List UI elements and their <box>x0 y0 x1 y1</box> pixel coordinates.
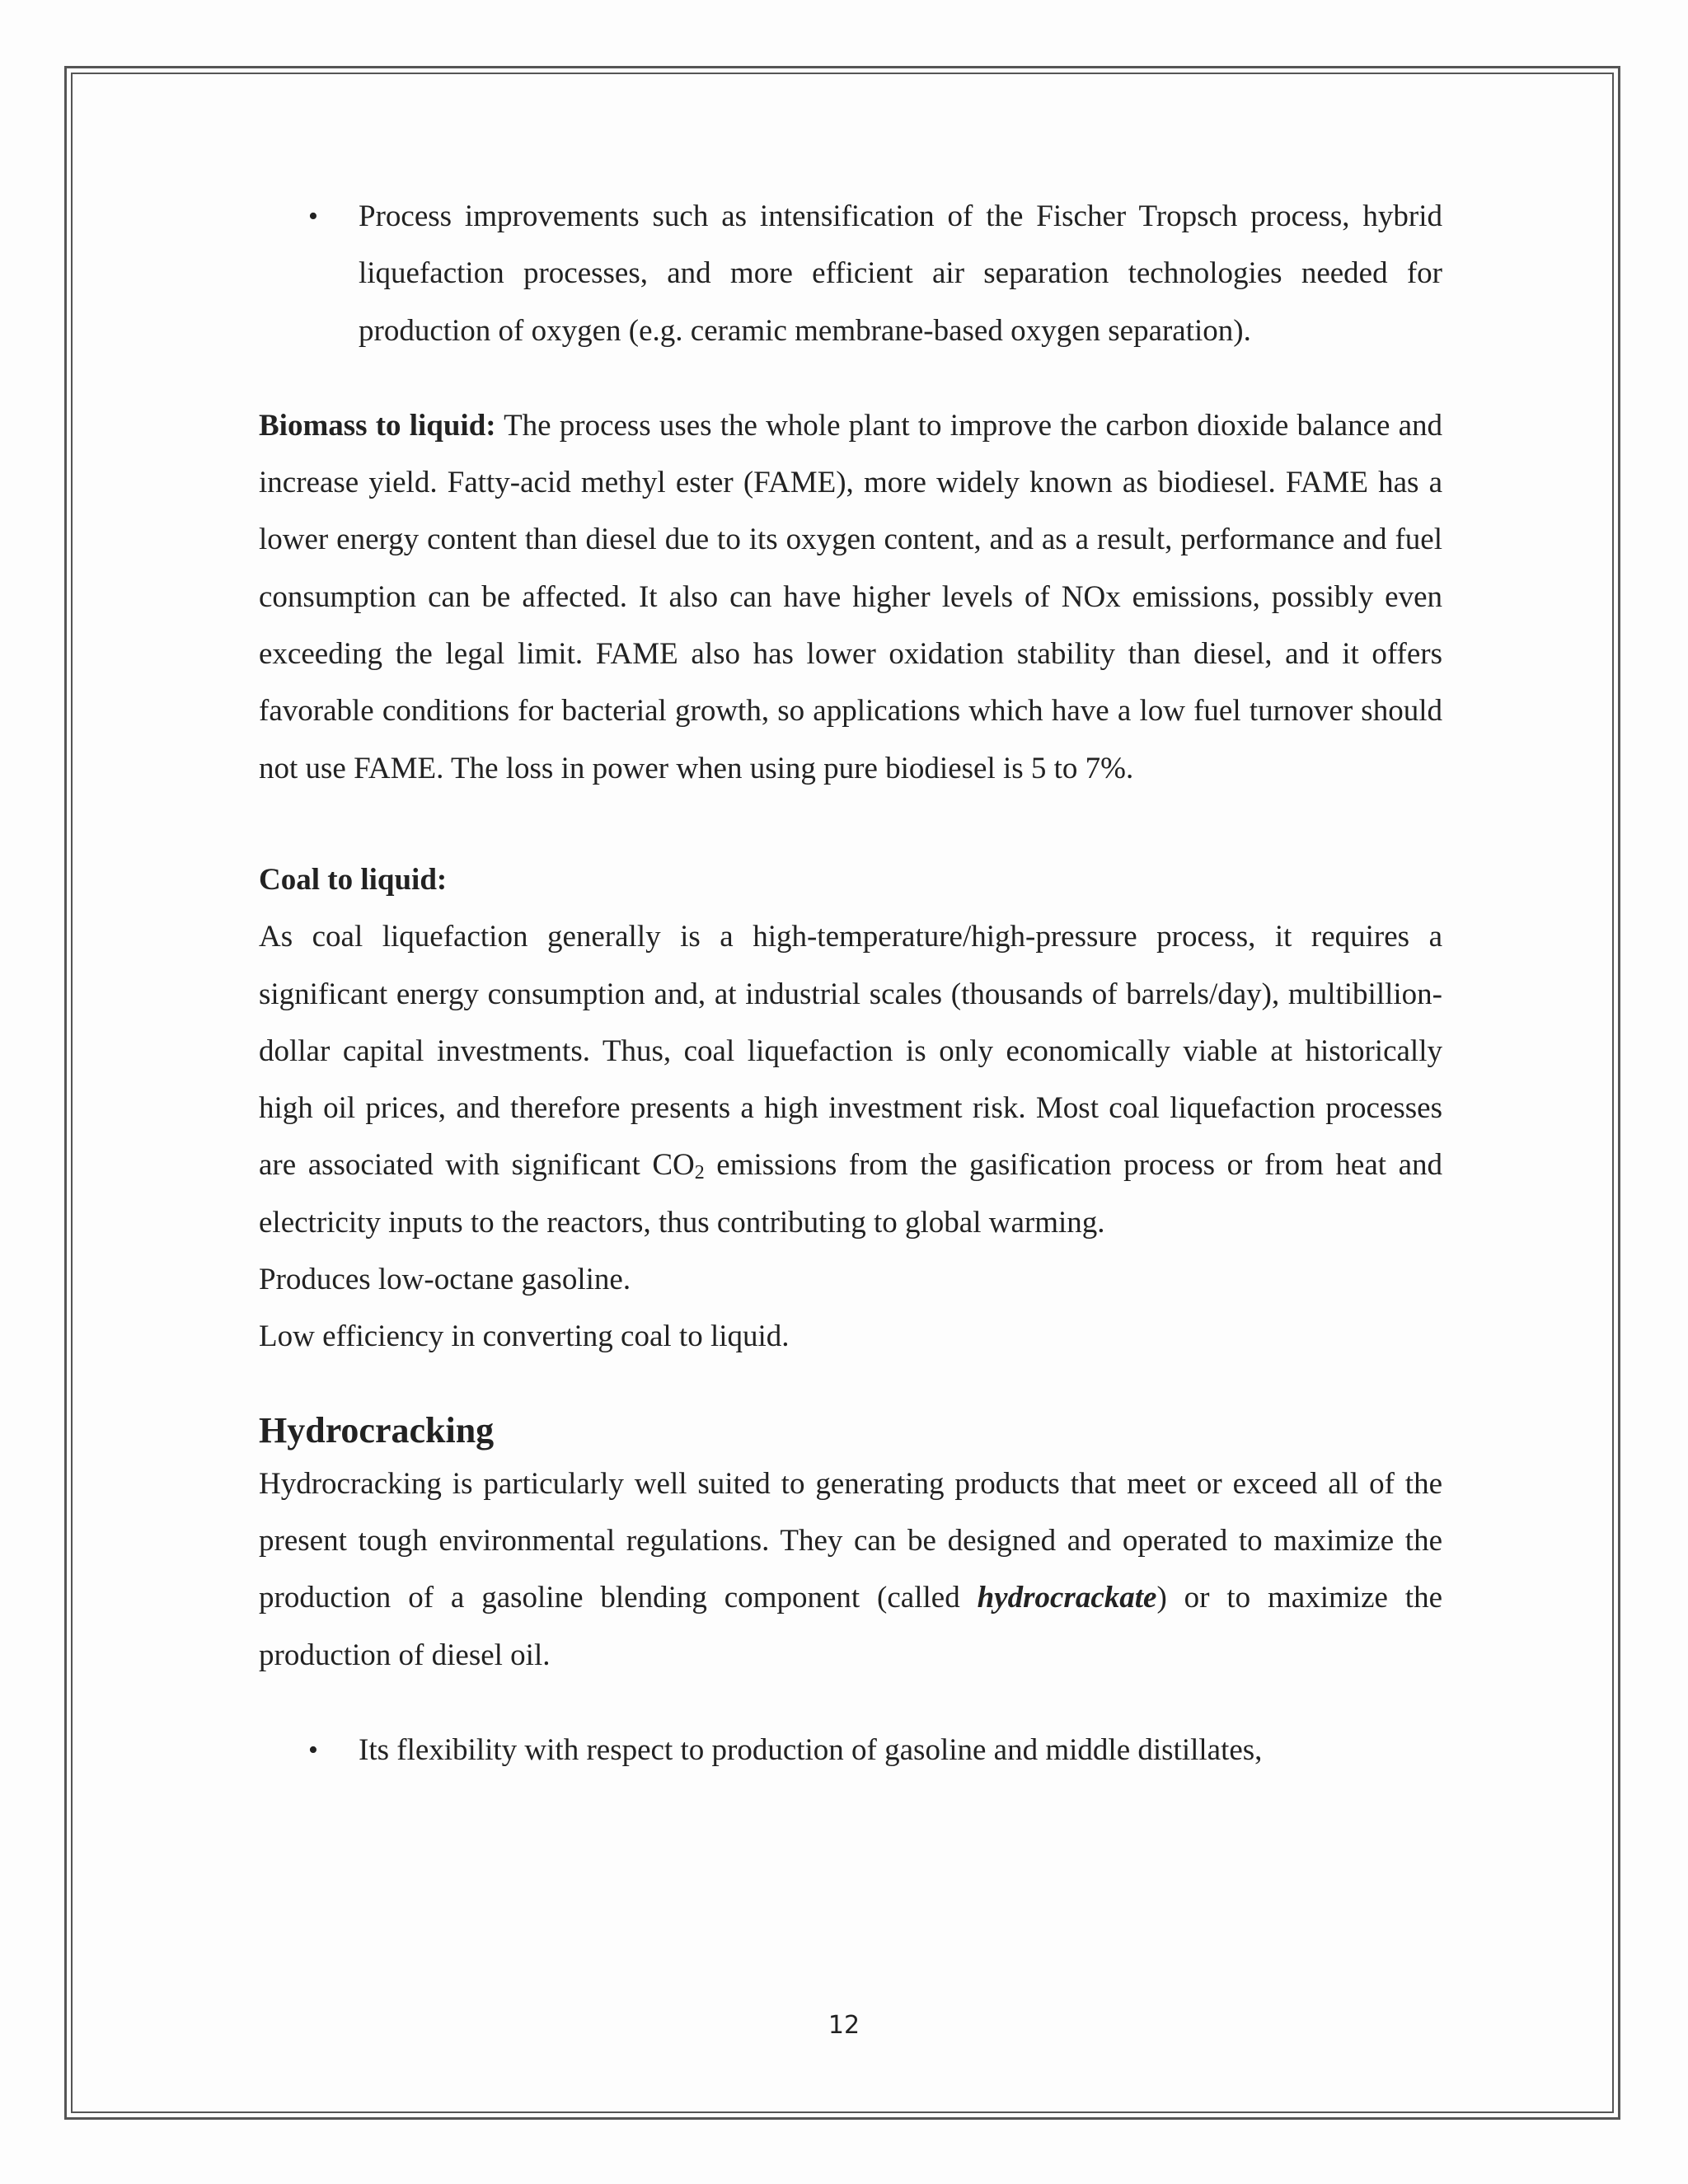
bullet-text: Process improvements such as intensification of the Fischer Tropsch process, hybrid liquefaction processes, and more efficient air separation technologies needed for production of oxygen (e.g. ceramic membrane-based oxygen separation). <box>359 199 1442 348</box>
coal-line-gasoline: Produces low-octane gasoline. <box>259 1263 631 1297</box>
hydrocracking-text-after: ) or to maximize the production of diesel oil. <box>259 1581 1443 1672</box>
bullet-flexibility <box>259 1722 1442 1779</box>
hydrocrackate-emphasis: hydrocrackate <box>977 1581 1157 1615</box>
bullet-icon: • <box>308 1734 318 1765</box>
bullet-text: Its flexibility with respect to production of gasoline and middle distillates, <box>359 1732 1263 1767</box>
biomass-lead: Biomass to liquid: <box>259 408 496 443</box>
hydrocracking-paragraph <box>259 1455 1442 1684</box>
bullet-icon: • <box>308 201 318 232</box>
hydrocracking-heading: Hydrocracking <box>259 1409 495 1451</box>
hydrocracking-text-before: Hydrocracking is particularly well suited to generating products that meet or exceed all of the present tough environmental regulations. They can be designed and operated to maximize the production of a gasoline blending component (called <box>259 1466 1442 1615</box>
bullet-process-improvements <box>259 188 1442 359</box>
page-number: 12 <box>828 2011 860 2040</box>
co2-subscript: 2 <box>694 1162 705 1184</box>
coal-text-before: As coal liquefaction generally is a high-temperature/high-pressure process, it requires a significant energy consumption and, at industrial scales (thousands of barrels/day), multibillion-dollar capital investments. Thus, coal liquefaction is only economically viable at historically high oil prices, and therefore presents a high investment risk. Most coal liquefaction processes are associated with significant CO <box>259 920 1442 1183</box>
biomass-text: The process uses the whole plant to improve the carbon dioxide balance and increase yield. Fatty-acid methyl ester (FAME), more widely known as biodiesel. FAME has a lower energy content than diesel due to its oxygen content, and as a result, performance and fuel consumption can be affected. It also can have higher levels of NOx emissions, possibly even exceeding the legal limit. FAME also has lower oxidation stability than diesel, and it offers favorable conditions for bacterial growth, so applications which have a low fuel turnover should not use FAME. The loss in power when using pure biodiesel is 5 to 7%. <box>259 408 1442 785</box>
coal-heading <box>259 851 1442 908</box>
coal-line-efficiency: Low efficiency in converting coal to liquid. <box>259 1319 790 1354</box>
coal-heading-text: Coal to liquid: <box>259 862 448 897</box>
biomass-paragraph <box>259 397 1442 797</box>
coal-paragraph <box>259 908 1442 1251</box>
page-content <box>259 188 1442 1779</box>
coal-text-after: emissions from the gasification process or from heat and electricity inputs to the reactors, thus contributing to global warming. <box>259 1148 1443 1240</box>
